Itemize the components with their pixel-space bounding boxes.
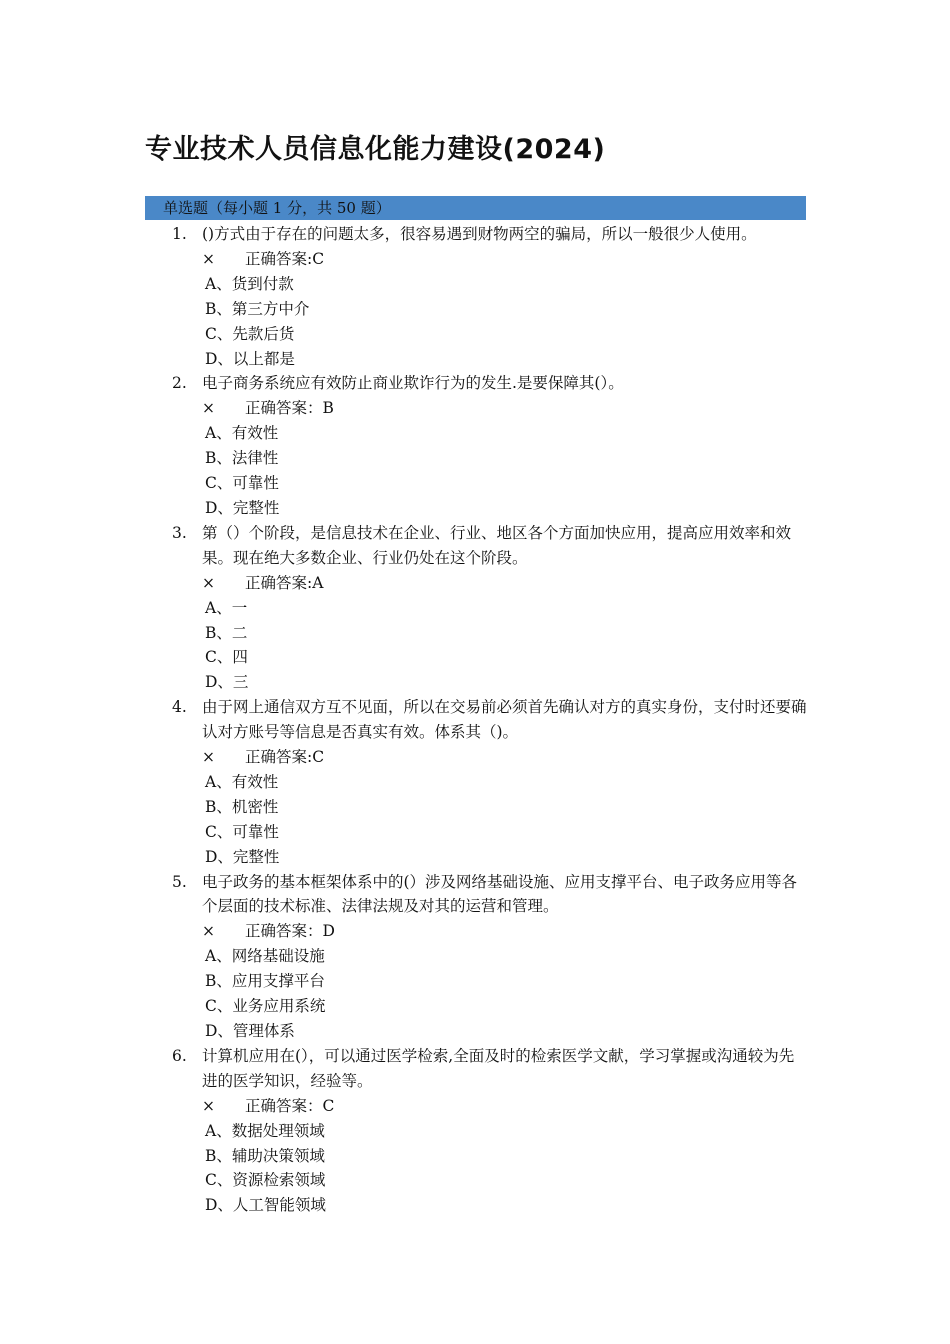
correct-answer: 正确答案:C [245,249,325,268]
answer-row [202,247,808,272]
option-c: C、资源检索领域 [205,1171,326,1190]
question-item [0,371,808,520]
question-text: 计算机应用在(），可以通过医学检索,全面及时的检索医学文献，学习掌握或沟通较为先进的医学知识，经验等。 [202,1046,795,1090]
page-title: 专业技术人员信息化能力建设(2024) [145,134,606,165]
option-b: B、辅助决策领域 [205,1146,325,1165]
wrong-mark-icon: × [202,399,215,418]
option-c: C、业务应用系统 [205,997,326,1016]
option-d: D、管理体系 [205,1022,295,1040]
question-text: 第（）个阶段，是信息技术在企业、行业、地区各个方面加快应用，提高应用效率和效果。现在绝大多数企业、行业仍处在这个阶段。 [202,523,792,567]
question-item [0,222,808,371]
correct-answer: 正确答案:A [245,573,324,592]
option-c: C、可靠性 [205,822,279,841]
answer-row [202,1094,808,1119]
option-d: D、三 [205,673,249,692]
option-c: C、四 [205,648,248,667]
option-a: A、网络基础设施 [205,947,325,966]
question-number: 5. [172,872,187,891]
option-c: C、先款后货 [205,324,295,343]
option-a: A、数据处理领域 [205,1121,325,1140]
correct-answer: 正确答案：C [245,1096,335,1115]
option-c: C、可靠性 [205,474,279,493]
option-b: B、法律性 [205,449,279,468]
wrong-mark-icon: × [202,1096,215,1115]
answer-row [202,919,808,944]
answer-row [202,745,808,770]
option-b: B、二 [205,623,248,642]
question-item [0,695,808,869]
question-number: 4. [172,698,187,717]
question-text: 电子政务的基本框架体系中的(）涉及网络基础设施、应用支撑平台、电子政务应用等各个层面的技术标准、法律法规及对其的运营和管理。 [202,872,798,916]
correct-answer: 正确答案：D [245,922,335,941]
question-text: 电子商务系统应有效防止商业欺诈行为的发生.是要保障其(）。 [202,374,624,393]
option-d: D、完整性 [205,847,280,866]
option-b: B、应用支撑平台 [205,972,325,991]
question-item [0,1044,808,1218]
wrong-mark-icon: × [202,748,215,767]
question-text: 由于网上通信双方互不见面，所以在交易前必须首先确认对方的真实身份，支付时还要确认对方账号等信息是否真实有效。体系其（)。 [202,698,807,742]
question-number: 1. [172,225,187,243]
correct-answer: 正确答案:C [245,748,325,767]
question-text: ()方式由于存在的问题太多，很容易遇到财物两空的骗局，所以一般很少人使用。 [202,225,757,243]
question-number: 3. [172,523,187,542]
wrong-mark-icon: × [202,249,215,268]
question-list [0,222,950,1218]
option-b: B、第三方中介 [205,299,310,318]
option-a: A、一 [205,598,248,617]
question-item [0,870,808,1044]
correct-answer: 正确答案：B [245,399,334,418]
option-d: D、人工智能领域 [205,1196,326,1215]
option-d: D、完整性 [205,498,280,517]
wrong-mark-icon: × [202,922,215,941]
answer-row [202,571,808,596]
wrong-mark-icon: × [202,573,215,592]
answer-row [202,396,808,421]
option-a: A、有效性 [205,772,279,791]
option-a: A、有效性 [205,424,279,443]
option-a: A、货到付款 [205,274,294,293]
option-d: D、以上都是 [205,349,295,368]
section-header [145,196,806,220]
question-number: 2. [172,374,187,393]
section-header-label: 单选题（每小题 1 分，共 50 题） [163,199,391,217]
option-b: B、机密性 [205,797,279,816]
question-item [0,521,808,695]
question-number: 6. [172,1046,187,1065]
